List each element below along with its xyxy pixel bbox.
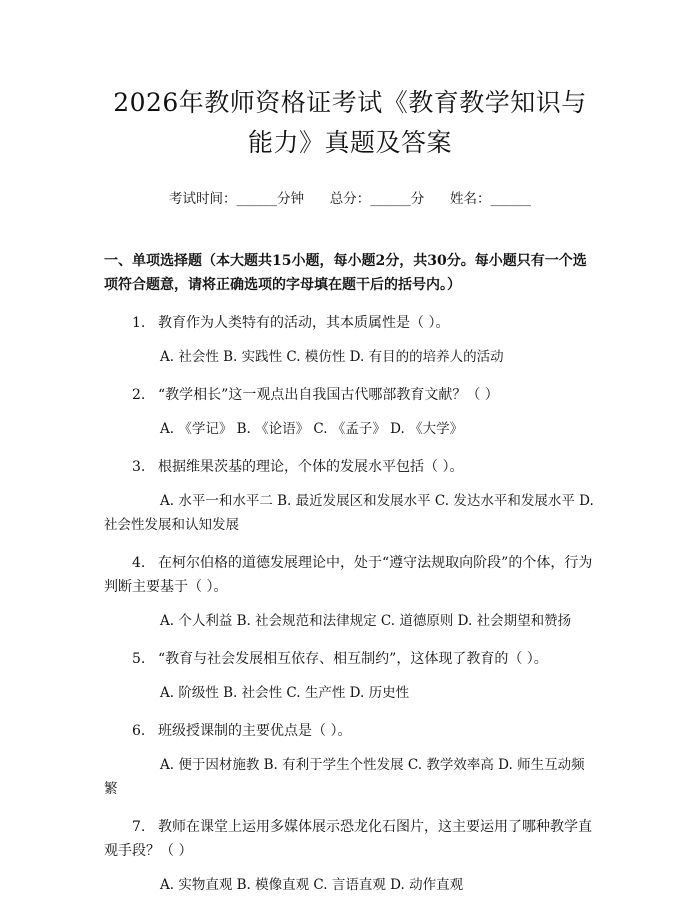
question-4: [104, 551, 596, 633]
question-options: A. 水平一和水平二 B. 最近发展区和发展水平 C. 发达水平和发展水平 D. 社会性发展和认知发展: [104, 493, 594, 533]
question-options: A. 个人利益 B. 社会规范和法律规定 C. 道德原则 D. 社会期望和赞扬: [160, 613, 572, 629]
question-number: 5.: [132, 651, 146, 667]
question-stem: [104, 815, 596, 863]
question-stem: [104, 647, 596, 671]
question-stem: [104, 719, 596, 743]
question-options: A. 阶级性 B. 社会性 C. 生产性 D. 历史性: [160, 685, 410, 701]
section-heading: 一、单项选择题（本大题共15小题，每小题2分，共30分。每小题只有一个选项符合题意，请将正确选项的字母填在题干后的括号内。）: [104, 253, 587, 293]
question-3: [104, 455, 596, 537]
question-6: [104, 719, 596, 801]
question-2: [104, 383, 596, 441]
question-number: 6.: [132, 723, 146, 739]
question-stem: [104, 455, 596, 479]
question-5: [104, 647, 596, 705]
question-number: 3.: [132, 459, 146, 475]
question-text: “教学相长”这一观点出自我国古代哪部教育文献？（ ）: [158, 387, 499, 403]
question-text: 教育作为人类特有的活动，其本质属性是（ ）。: [158, 315, 450, 331]
question-number: 1.: [132, 315, 146, 331]
exam-info-line: 考试时间：______分钟 总分：______分 姓名：______: [169, 191, 531, 207]
question-text: 在柯尔伯格的道德发展理论中，处于“遵守法规取向阶段”的个体，行为判断主要基于（ ）。: [104, 555, 593, 595]
question-options: A. 便于因材施教 B. 有利于学生个性发展 C. 教学效率高 D. 师生互动频繁: [104, 757, 585, 797]
question-list: [104, 311, 596, 897]
question-stem: [104, 311, 596, 335]
question-number: 4.: [132, 555, 146, 571]
question-text: 教师在课堂上运用多媒体展示恐龙化石图片，这主要运用了哪种教学直观手段？（ ）: [104, 819, 592, 859]
question-number: 2.: [132, 387, 146, 403]
question-options: A. 实物直观 B. 模像直观 C. 言语直观 D. 动作直观: [160, 877, 464, 893]
question-stem: [104, 383, 596, 407]
question-number: 7.: [132, 819, 146, 835]
document-title: 2026年教师资格证考试《教育教学知识与能力》真题及答案: [113, 88, 587, 157]
question-1: [104, 311, 596, 369]
question-text: 根据维果茨基的理论，个体的发展水平包括（ ）。: [158, 459, 464, 475]
question-7: [104, 815, 596, 897]
question-text: “教育与社会发展相互依存、相互制约”，这体现了教育的（ ）。: [158, 651, 548, 667]
question-options: A. 《学记》 B. 《论语》 C. 《孟子》 D. 《大学》: [160, 421, 464, 437]
question-text: 班级授课制的主要优点是（ ）。: [158, 723, 352, 739]
question-options: A. 社会性 B. 实践性 C. 模仿性 D. 有目的的培养人的活动: [160, 349, 504, 365]
question-stem: [104, 551, 596, 599]
